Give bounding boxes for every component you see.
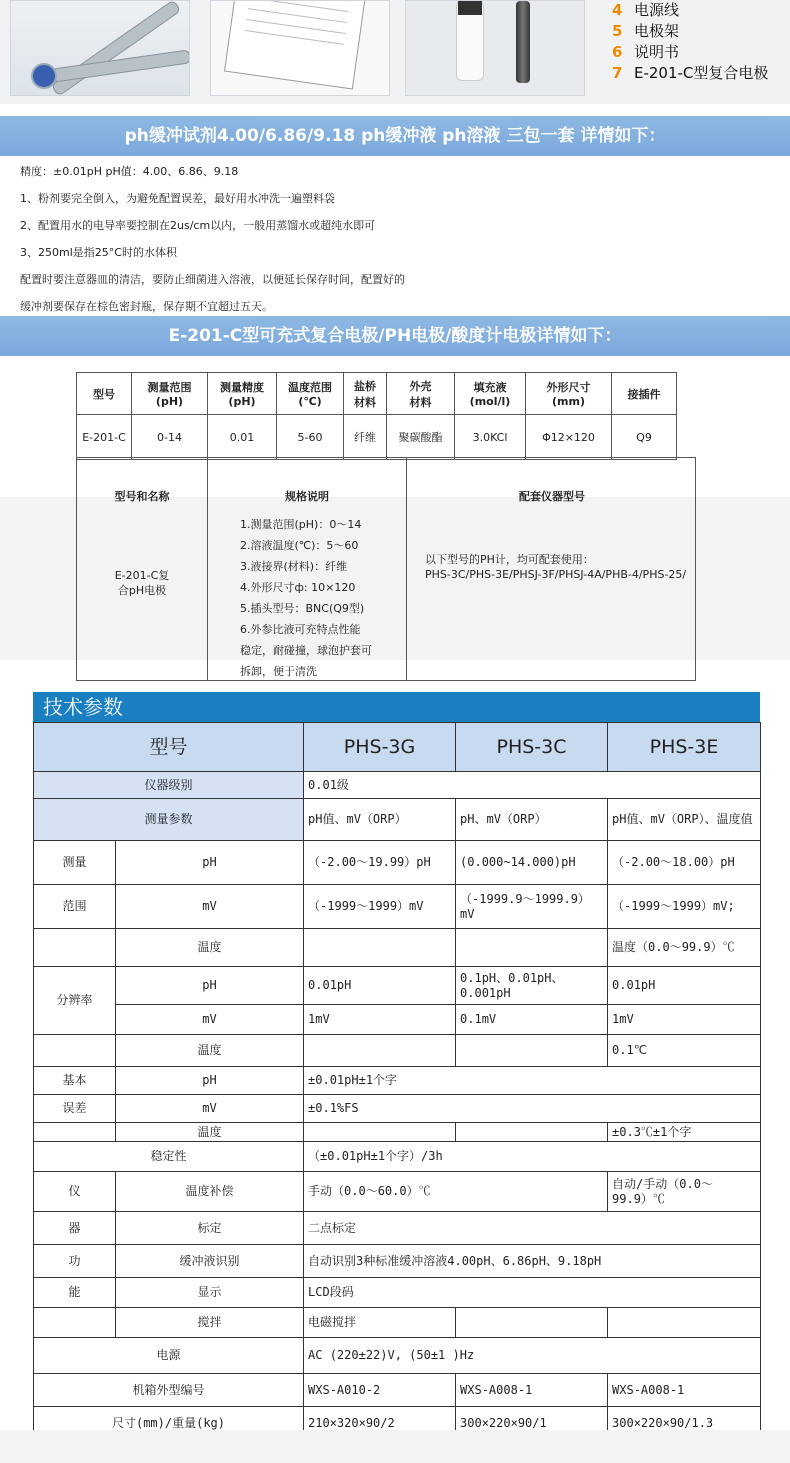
table-row	[34, 1338, 761, 1374]
instrument-list	[425, 552, 686, 582]
accessory-list	[612, 0, 768, 84]
col-header: 盐桥 材料	[344, 373, 387, 415]
table-cell: 210×320×90/2	[304, 1407, 456, 1440]
col-header: 外形尺寸 (mm)	[526, 373, 612, 415]
page-footer-band	[0, 1430, 790, 1463]
table-row	[34, 1142, 761, 1172]
table-row	[34, 1067, 761, 1095]
table-cell: 0.1pH、0.01pH、0.001pH	[456, 967, 608, 1005]
table-row	[34, 1245, 761, 1278]
spec-column	[208, 458, 407, 680]
table-cell: 手动（0.0～60.0）℃	[304, 1172, 608, 1212]
table-cell: Q9	[612, 415, 677, 460]
row-label: 温度	[116, 929, 304, 967]
table-cell	[456, 929, 608, 967]
table-cell: 二点标定	[304, 1212, 761, 1245]
spec-line: 拆卸，便于清洗	[240, 665, 317, 678]
table-row	[34, 772, 761, 799]
note-line: 2、配置用水的电导率要控制在2us/cm以内，一般用蒸馏水或超纯水即可	[20, 219, 376, 232]
model-name: PHS-3E	[608, 723, 761, 772]
group-label: 基本	[34, 1067, 116, 1095]
table-header-row	[77, 373, 677, 415]
electrode-detail-table	[76, 457, 696, 681]
buffer-section-banner: ph缓冲试剂4.00/6.86/9.18 ph缓冲液 ph溶液 三包一套 详情如下：	[0, 116, 790, 156]
row-label: 仪器级别	[34, 772, 304, 799]
list-item: 6 说明书	[612, 43, 680, 61]
model-name: PHS-3C	[456, 723, 608, 772]
electrode-name: E-201-C复 合pH电极	[114, 569, 170, 597]
table-cell: （-1999～1999）mV;	[608, 885, 761, 929]
table-cell: AC (220±22)V, (50±1 )Hz	[304, 1338, 761, 1374]
row-label: 温度	[116, 1035, 304, 1067]
spec-line: 1.测量范围(pH)：0～14	[240, 518, 362, 531]
electrode-stand-photo	[10, 0, 190, 96]
group-label: 分辨率	[34, 967, 116, 1035]
table-row	[34, 1035, 761, 1067]
table-cell: 0.1℃	[608, 1035, 761, 1067]
group-label: 误差	[34, 1095, 116, 1123]
row-label: 尺寸(mm)/重量(kg)	[34, 1407, 304, 1440]
col-header: 测量范围 (pH)	[132, 373, 208, 415]
note-line: 配置时要注意器皿的清洁，要防止细菌进入溶液，以便延长保存时间，配置好的	[20, 273, 405, 286]
instrument-column	[407, 458, 697, 680]
table-cell: E-201-C	[77, 415, 132, 460]
instrument-line: PHS-3C/PHS-3E/PHSJ-3F/PHSJ-4A/PHB-4/PHS-25/	[425, 568, 687, 581]
table-cell: 0.01pH	[304, 967, 456, 1005]
table-cell: （-1999.9～1999.9）mV	[456, 885, 608, 929]
group-label: 器	[34, 1212, 116, 1245]
row-label: pH	[116, 967, 304, 1005]
spec-line: 稳定，耐碰撞，球泡护套可	[240, 644, 372, 657]
note-line: 缓冲剂要保存在棕色密封瓶，保存期不宜超过五天。	[20, 300, 273, 313]
list-item: 4 电源线	[612, 1, 680, 19]
spec-line: 6.外参比液可充特点性能	[240, 623, 361, 636]
table-cell: 0-14	[132, 415, 208, 460]
note-line: 3、250ml是指25°C时的水体积	[20, 246, 177, 259]
table-cell: pH值、mV（ORP）、温度值	[608, 799, 761, 841]
table-cell: LCD段码	[304, 1278, 761, 1308]
table-cell: 0.01	[208, 415, 277, 460]
row-label: 机箱外型编号	[34, 1374, 304, 1407]
table-cell: 3.0KCl	[455, 415, 526, 460]
bottle-electrode-photo	[405, 0, 585, 96]
col-header: 型号和名称	[114, 490, 170, 503]
table-cell	[304, 1035, 456, 1067]
table-cell: 300×220×90/1	[456, 1407, 608, 1440]
table-cell	[456, 1123, 608, 1142]
table-cell: （±0.01pH±1个字）/3h	[304, 1142, 761, 1172]
table-cell: 0.01pH	[608, 967, 761, 1005]
table-cell: ±0.1%FS	[304, 1095, 761, 1123]
list-item: 5 电极架	[612, 22, 680, 40]
spec-line: 4.外形尺寸ф: 10×120	[240, 581, 356, 594]
col-header: 接插件	[612, 373, 677, 415]
table-cell	[304, 1123, 456, 1142]
instrument-line: 以下型号的PH计，均可配套使用：	[425, 553, 594, 566]
col-header: 填充液 (mol/l)	[455, 373, 526, 415]
note-line: 1、粉剂要完全倒入，为避免配置误差，最好用水冲洗一遍塑料袋	[20, 192, 335, 205]
model-label: 型号	[34, 723, 304, 772]
row-label: mV	[116, 1005, 304, 1035]
col-header: 规格说明	[285, 490, 329, 503]
table-cell: （-1999～1999）mV	[304, 885, 456, 929]
row-label: 温度补偿	[116, 1172, 304, 1212]
table-cell: ±0.3℃±1个字	[608, 1123, 761, 1142]
tech-params-title: 技术参数	[33, 692, 760, 722]
row-label: 稳定性	[34, 1142, 304, 1172]
table-cell: ±0.01pH±1个字	[304, 1067, 761, 1095]
table-cell	[456, 1035, 608, 1067]
table-cell: 5-60	[277, 415, 344, 460]
table-cell: 0.1mV	[456, 1005, 608, 1035]
table-row	[34, 1005, 761, 1035]
table-cell: WXS-A010-2	[304, 1374, 456, 1407]
col-header: 外壳 材料	[387, 373, 455, 415]
table-cell: 电磁搅拌	[304, 1308, 456, 1338]
table-cell: 纤维	[344, 415, 387, 460]
col-header: 型号	[77, 373, 132, 415]
table-row	[34, 885, 761, 929]
table-cell: 温度（0.0～99.9）℃	[608, 929, 761, 967]
row-label: 显示	[116, 1278, 304, 1308]
table-row	[34, 799, 761, 841]
col-header: 测量精度 (pH)	[208, 373, 277, 415]
row-label: 缓冲液识别	[116, 1245, 304, 1278]
tech-params-table	[33, 722, 761, 1440]
table-cell: WXS-A008-1	[456, 1374, 608, 1407]
table-row	[34, 1278, 761, 1308]
row-label: pH	[116, 841, 304, 885]
group-label: 测量	[34, 841, 116, 885]
table-row	[77, 415, 677, 460]
col-header: 温度范围 (℃)	[277, 373, 344, 415]
table-cell: Φ12×120	[526, 415, 612, 460]
table-row	[34, 1123, 761, 1142]
manual-photo	[210, 0, 390, 96]
row-label: 电源	[34, 1338, 304, 1374]
table-row	[34, 1212, 761, 1245]
table-cell: 自动识别3种标准缓冲溶液4.00pH、6.86pH、9.18pH	[304, 1245, 761, 1278]
table-cell	[304, 929, 456, 967]
spec-line: 5.插头型号：BNC(Q9型)	[240, 602, 365, 615]
row-label: 搅拌	[116, 1308, 304, 1338]
product-photo-strip	[0, 0, 790, 104]
row-label: 温度	[116, 1123, 304, 1142]
table-cell: （-2.00～19.99）pH	[304, 841, 456, 885]
col-header: 配套仪器型号	[519, 490, 585, 503]
table-cell: 1mV	[608, 1005, 761, 1035]
row-label: mV	[116, 885, 304, 929]
row-label: 标定	[116, 1212, 304, 1245]
spec-line: 3.液接界(材料)：纤维	[240, 560, 348, 573]
row-label: pH	[116, 1067, 304, 1095]
group-label: 范围	[34, 885, 116, 929]
name-column	[77, 458, 208, 680]
table-row	[34, 841, 761, 885]
spec-line: 2.溶液温度(℃)：5～60	[240, 539, 359, 552]
buffer-notes	[20, 158, 405, 320]
table-cell: 300×220×90/1.3	[608, 1407, 761, 1440]
table-cell	[456, 1308, 608, 1338]
table-cell: pH、mV（ORP）	[456, 799, 608, 841]
electrode-section-banner: E-201-C型可充式复合电极/PH电极/酸度计电极详情如下：	[0, 316, 790, 356]
table-row	[34, 967, 761, 1005]
row-label: mV	[116, 1095, 304, 1123]
note-line: 精度：±0.01pH pH值：4.00、6.86、9.18	[20, 165, 239, 178]
group-label: 功	[34, 1245, 116, 1278]
table-row	[34, 1172, 761, 1212]
electrode-spec-table	[76, 372, 677, 460]
model-name: PHS-3G	[304, 723, 456, 772]
row-label: 测量参数	[34, 799, 304, 841]
table-row	[34, 1308, 761, 1338]
table-row	[34, 1374, 761, 1407]
table-cell: 0.01级	[304, 772, 761, 799]
spec-list	[240, 514, 372, 682]
table-cell: pH值、mV（ORP）	[304, 799, 456, 841]
group-label: 仪	[34, 1172, 116, 1212]
table-cell: 自动/手动（0.0～99.9）℃	[608, 1172, 761, 1212]
table-cell: 1mV	[304, 1005, 456, 1035]
table-row	[34, 1095, 761, 1123]
table-row	[34, 929, 761, 967]
table-cell: 聚碳酸酯	[387, 415, 455, 460]
group-label: 能	[34, 1278, 116, 1308]
table-cell	[608, 1308, 761, 1338]
table-cell: （-2.00～18.00）pH	[608, 841, 761, 885]
list-item: 7 E-201-C型复合电极	[612, 64, 769, 82]
model-header-row	[34, 723, 761, 772]
table-cell: (0.000~14.000)pH	[456, 841, 608, 885]
table-cell: WXS-A008-1	[608, 1374, 761, 1407]
